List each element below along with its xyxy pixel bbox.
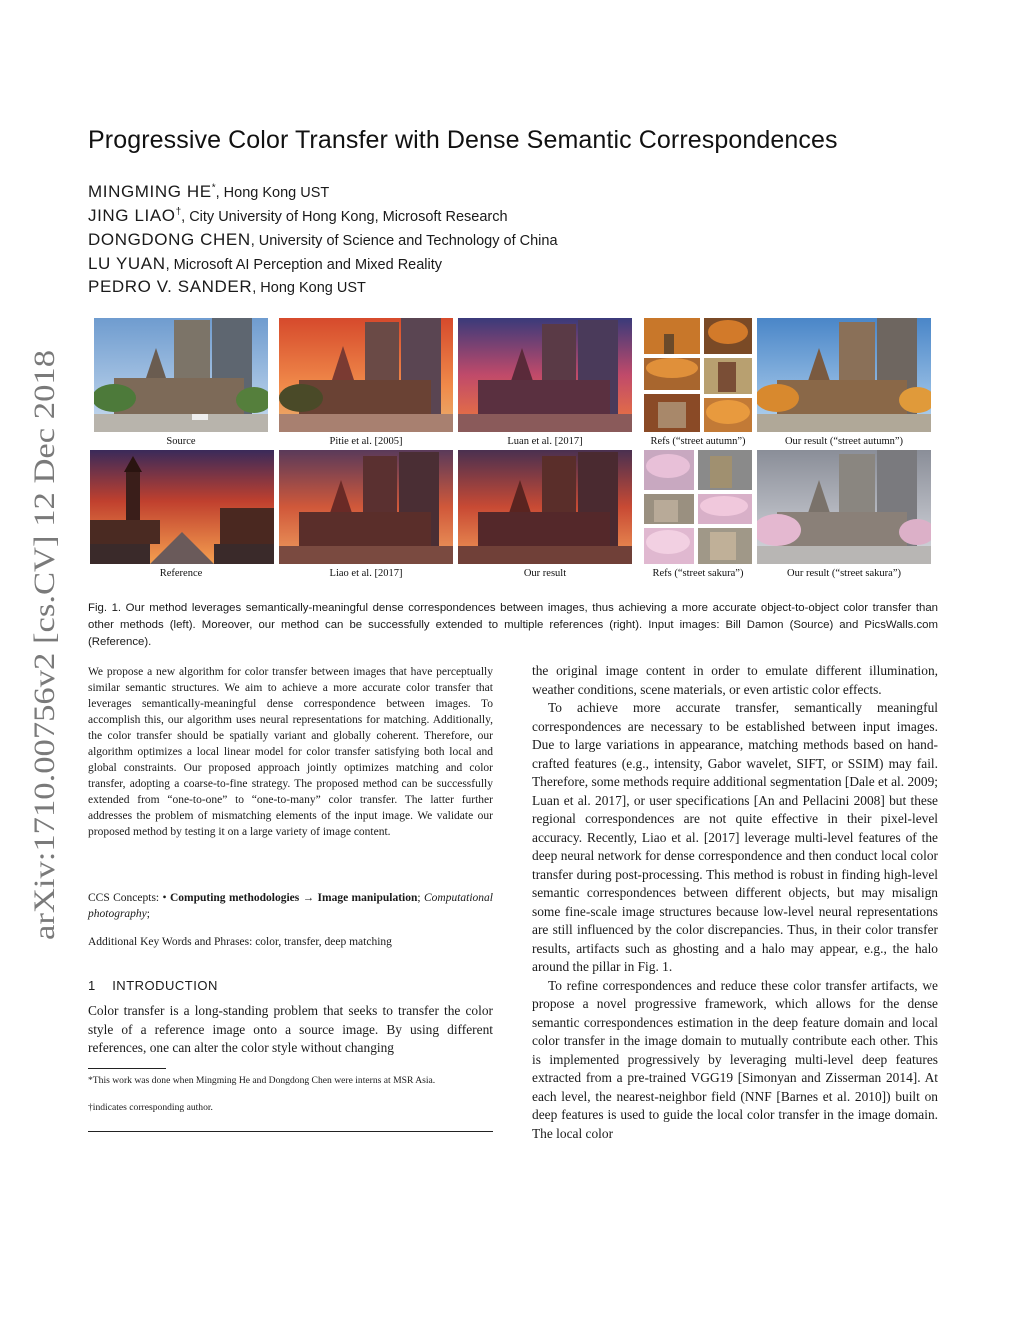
author-line [88,254,442,274]
paragraph: the original image content in order to emulate different illumination, weather conditions, scene materials, or even artistic color effects. [532,663,938,697]
ccs-end: ; [146,908,150,920]
paragraph: To refine correspondences and reduce these color transfer artifacts, we propose a novel progressive framework, which allows for the dense semantic correspondences estimation in the deep feature domain and local color transfer in the image domain to mutually contribute each other. This is implemented progressively by leveraging multi-level deep features extracted from a pre-trained VGG19 [Simonyan and Zisserman 2014]. At each level, the nearest-neighbor field (NNF [Barnes et al. 2010]) built on deep features is used to guide the local color transfer in the image domain. The local color [532,977,938,1141]
arxiv-stamp-text: arXiv:1710.00756v2 [cs.CV] 12 Dec 2018 [28,428,61,940]
ccs-italic: Computational photography [88,892,493,920]
ccs-bullet: • [162,892,170,904]
author-name: MINGMING HE [88,182,212,201]
author-name: PEDRO V. SANDER [88,277,253,296]
author-line [88,182,329,202]
figure-caption-luan: Luan et al. [2017] [507,436,583,447]
author-affiliation: , Hong Kong UST [252,280,366,296]
author-affiliation: , City University of Hong Kong, Microsoft Research [181,209,508,225]
figure-caption-our-result: Our result [523,568,567,579]
author-mark: * [211,182,216,194]
author-affiliation: , Microsoft AI Perception and Mixed Reality [165,257,443,273]
figure-caption-result-autumn: Our result (“street autumn”) [784,436,904,447]
author-line [88,230,558,250]
figure-caption-refs-autumn: Refs (“street autumn”) [650,436,746,447]
author-name: DONGDONG CHEN [88,230,251,249]
figure-caption-refs-sakura: Refs (“street sakura”) [652,568,744,579]
footnote: †indicates corresponding author. [88,1102,213,1113]
author-mark: † [175,206,182,218]
section-heading [88,978,218,993]
figure-caption: Fig. 1. Our method leverages semantically-meaningful dense correspondences between images, thus achieving a more accurate object-to-object color transfer than other methods (left). Moreover, our method can be successfully extended to multiple references (right). Input images: Bill Damon (Source) and PicsWalls.com (Reference). [88,602,938,648]
section-number: 1 [88,978,96,993]
author-name: JING LIAO [88,206,176,225]
figure-caption-source: Source [166,436,196,447]
author-name: LU YUAN [88,254,166,273]
figure-caption-pitie: Pitie et al. [2005] [329,436,403,447]
footnote: *This work was done when Mingming He and Dongdong Chen were interns at MSR Asia. [88,1075,436,1086]
figure-caption-result-sakura: Our result (“street sakura”) [787,568,901,579]
ccs-sep: ; [417,892,424,904]
figure-image-luan [458,318,632,432]
figure-image-refs-sakura [644,450,752,564]
figure-image-reference [90,450,274,564]
section-title: INTRODUCTION [112,978,218,993]
figure-image-source [94,318,268,432]
abstract [88,664,493,840]
footnote-rule [88,1068,166,1069]
figure-image-result-autumn [757,318,931,432]
figure-caption-reference: Reference [159,568,203,579]
figure-caption-liao: Liao et al. [2017] [329,568,403,579]
right-column [532,662,938,1143]
ccs-bold: Computing methodologies → Image manipulation [169,892,418,904]
author-affiliation: , Hong Kong UST [215,185,330,201]
ccs-label: CCS Concepts: [88,892,163,904]
figure-image-result-sakura [757,450,931,564]
keywords: Additional Key Words and Phrases: color, transfer, deep matching [88,936,392,948]
paragraph: To achieve more accurate transfer, semantically meaningful correspondences are necessary to be established between input images. Due to large variations in appearance, matching methods based on hand-crafted features (e.g., intensity, Gabor wavelet, SIFT, or SSIM) may fail. Therefore, some methods require additional segmentation [Dale et al. 2009; Luan et al. 2017], or user specifications [An and Pellacini 2008] but these regional correspondences are not quite effective in their pixel-level accuracy. Recently, Liao et al. [2017] leverage multi-level features of the deep neural network for dense correspondence and then conduct local color transfer during post-processing. This method is robust in finding high-level semantic correspondences between different objects, but may misalign some fine-scale image structures because low-level neural representations are still influenced by the color discrepancies. Thus, in their color transfer results, artifacts such as ghosting and a halo may appear, e.g., the halo around the pillar in Fig. 1. [532,700,938,974]
intro-paragraph: Color transfer is a long-standing problem that seeks to transfer the color style of a reference image onto a source image. By using different references, one can alter the color style without changing [88,1003,493,1055]
figure-image-liao [279,450,453,564]
author-line [88,206,508,226]
author-affiliation: , University of Science and Technology of China [250,233,558,249]
author-line [88,277,366,297]
figure-image-pitie [279,318,453,432]
paper-title: Progressive Color Transfer with Dense Semantic Correspondences [88,126,838,154]
figure-image-our-result [458,450,632,564]
abstract-text: We propose a new algorithm for color transfer between images that have perceptually similar semantic structures. We aim to achieve a more accurate color transfer that leverages semantically-meaningful dense correspondence between images. To accomplish this, our algorithm uses neural representations for matching. Additionally, the color transfer should be spatially variant and globally coherent. Therefore, our algorithm optimizes a local linear model for color transfer satisfying both local and global constraints. Our proposed approach jointly optimizes matching and color transfer, adopting a coarse-to-fine strategy. The proposed method can be successfully extended from “one-to-one” to “one-to-many” color transfer. The latter further addresses the problem of mismatching elements of the input image. We validate our proposed method by testing it on a large variety of image content. [88,666,493,838]
arxiv-stamp [24,350,64,940]
ccs-concepts [88,890,493,922]
figure-image-refs-autumn [644,318,752,432]
column-rule [88,1131,493,1132]
